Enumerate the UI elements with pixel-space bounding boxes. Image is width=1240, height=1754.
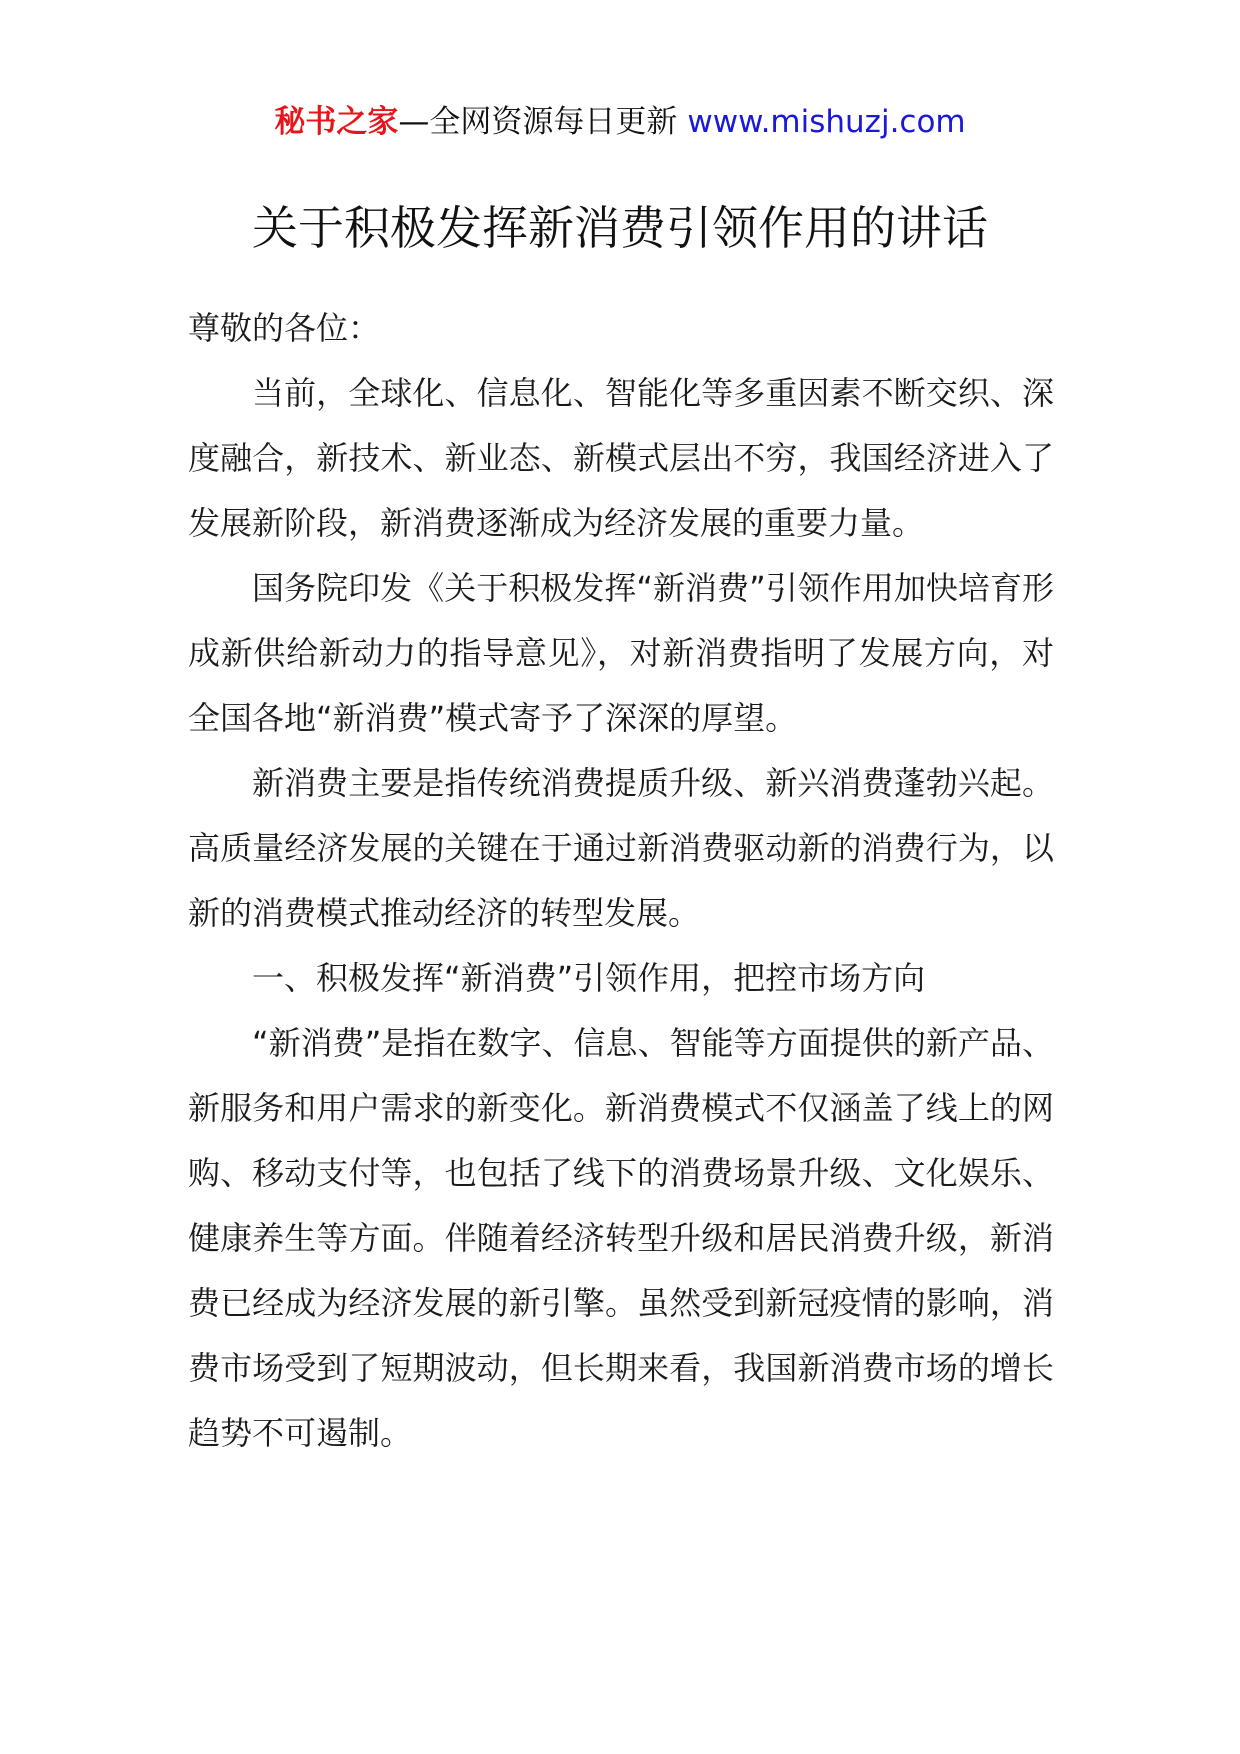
paragraph-1: 当前，全球化、信息化、智能化等多重因素不断交织、深度融合，新技术、新业态、新模式层出不穷，我国经济进入了发展新阶段，新消费逐渐成为经济发展的重要力量。 (188, 374, 1054, 542)
paragraph-3: 新消费主要是指传统消费提质升级、新兴消费蓬勃兴起。高质量经济发展的关键在于通过新消费驱动新的消费行为，以新的消费模式推动经济的转型发展。 (188, 764, 1054, 932)
document-title: 关于积极发挥新消费引领作用的讲话 (252, 201, 988, 255)
section-heading: 一、积极发挥“新消费”引领作用，把控市场方向 (252, 959, 926, 997)
greeting: 尊敬的各位： (188, 309, 381, 347)
site-name: 秘书之家 (274, 104, 399, 140)
site-url-link[interactable]: www.mishuzj.com (687, 104, 966, 140)
site-header (0, 100, 1240, 144)
document-body (188, 296, 1054, 1466)
paragraph-2: 国务院印发《关于积极发挥“新消费”引领作用加快培育形成新供给新动力的指导意见》，对新消费指明了发展方向，对全国各地“新消费”模式寄予了深深的厚望。 (188, 569, 1054, 737)
section-paragraph: “新消费”是指在数字、信息、智能等方面提供的新产品、新服务和用户需求的新变化。新消费模式不仅涵盖了线上的网购、移动支付等，也包括了线下的消费场景升级、文化娱乐、健康养生等方面。伴随着经济转型升级和居民消费升级，新消费已经成为经济发展的新引擎。虽然受到新冠疫情的影响，消费市场受到了短期波动，但长期来看，我国新消费市场的增长趋势不可遏制。 (188, 1024, 1054, 1452)
site-slogan: —全网资源每日更新 (398, 104, 678, 140)
